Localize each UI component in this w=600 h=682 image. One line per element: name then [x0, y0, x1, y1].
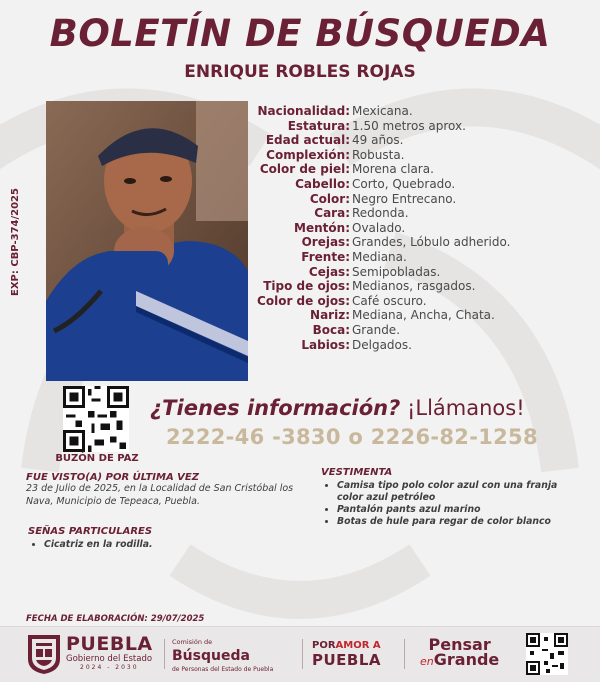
detail-value: Mediana.	[352, 249, 407, 264]
detail-row-edad	[252, 133, 592, 148]
years-text: 2024 - 2030	[80, 664, 139, 671]
comision-top-text: Comisión de	[172, 638, 213, 646]
detail-row-color	[252, 192, 592, 207]
detail-value: 49 años.	[352, 133, 404, 148]
question-text: ¿Tienes información?	[150, 396, 401, 420]
detail-label: Estatura:	[287, 118, 350, 133]
detail-row-estatura	[252, 119, 592, 134]
detail-value: Ovalado.	[352, 220, 406, 235]
gobierno-text: Gobierno del Estado	[66, 654, 153, 664]
detail-label: Mentón:	[294, 220, 350, 235]
call-text: ¡Llámanos!	[400, 396, 525, 420]
detail-row-tipo-ojos	[252, 279, 592, 294]
puebla-wordmark: PUEBLA	[66, 633, 153, 655]
detail-value: Mediana, Ancha, Chata.	[352, 308, 495, 323]
phone-numbers[interactable]: 2222-46 -3830 o 2226-82-1258	[166, 425, 538, 449]
detail-row-complexion	[252, 148, 592, 163]
divider	[404, 639, 405, 669]
detail-row-orejas	[252, 235, 592, 250]
info-question	[150, 396, 525, 420]
physical-description	[252, 104, 592, 352]
clothing-heading: VESTIMENTA	[321, 467, 393, 478]
pensar-en-grande-logo	[420, 637, 499, 669]
pensar-text: Pensar	[428, 635, 491, 654]
detail-value: Semipobladas.	[352, 264, 441, 279]
detail-label: Cejas:	[308, 264, 350, 279]
clothing-section	[321, 467, 581, 528]
detail-value: Robusta.	[352, 147, 405, 162]
detail-row-nariz	[252, 308, 592, 323]
detail-row-boca	[252, 323, 592, 338]
footer-qr-code[interactable]	[526, 633, 568, 675]
features-heading: SEÑAS PARTICULARES	[28, 526, 153, 537]
detail-row-cabello	[252, 177, 592, 192]
detail-value: 1.50 metros aprox.	[352, 118, 466, 133]
detail-label: Complexión:	[266, 147, 350, 162]
detail-value: Grandes, Lóbulo adherido.	[352, 235, 511, 250]
detail-row-color-ojos	[252, 294, 592, 309]
detail-value: Corto, Quebrado.	[352, 176, 456, 191]
detail-label: Color de ojos:	[257, 293, 350, 308]
detail-label: Cabello:	[295, 176, 350, 191]
por-text: POR	[312, 640, 336, 651]
list-item: • Pantalón pants azul marino	[337, 504, 581, 516]
detail-label: Boca:	[312, 322, 350, 337]
detail-row-menton	[252, 221, 592, 236]
por-amor-a-puebla-logo	[312, 639, 381, 667]
last-seen-heading: FUE VISTO(A) POR ÚLTIMA VEZ	[26, 472, 199, 483]
creation-date: FECHA DE ELABORACIÓN: 29/07/2025	[26, 614, 205, 624]
detail-value: Grande.	[352, 322, 401, 337]
clothing-list	[321, 480, 581, 528]
detail-label: Cara:	[314, 206, 350, 221]
detail-row-cejas	[252, 265, 592, 280]
list-item: • Camisa tipo polo color azul con una franja color azul petróleo	[337, 480, 581, 504]
features-list	[28, 539, 318, 551]
comision-busqueda-logo	[172, 637, 273, 675]
buzon-qr-code[interactable]	[63, 386, 129, 452]
detail-label: Color de piel:	[259, 162, 350, 177]
detail-label: Tipo de ojos:	[263, 279, 350, 294]
amor-text: AMOR A	[335, 640, 381, 651]
last-seen-section	[26, 472, 316, 508]
bulletin-title: BOLETÍN DE BÚSQUEDA	[49, 12, 551, 55]
detail-label: Nariz:	[310, 308, 350, 323]
detail-label: Edad actual:	[265, 133, 350, 148]
detail-value: Café oscuro.	[352, 293, 427, 308]
detail-row-labios	[252, 338, 592, 353]
detail-label: Orejas:	[301, 235, 350, 250]
detail-label: Color:	[309, 191, 350, 206]
detail-value: Morena clara.	[352, 162, 434, 177]
detail-label: Nacionalidad:	[257, 104, 350, 118]
last-seen-text: 23 de Julio de 2025, en la Localidad de San Cristóbal los Nava, Municipio de Tepeaca, Puebla.	[26, 483, 294, 507]
case-number: EXP: CBP-374/2025	[10, 188, 21, 296]
comision-sub-text: de Personas del Estado de Puebla	[172, 666, 274, 673]
comision-main-text: Búsqueda	[172, 648, 250, 664]
puebla-text: PUEBLA	[312, 651, 382, 669]
detail-row-color-piel	[252, 162, 592, 177]
list-item: • Botas de hule para regar de color blanco	[337, 516, 581, 528]
grande-text: Grande	[433, 650, 500, 669]
detail-row-frente	[252, 250, 592, 265]
detail-value: Delgados.	[352, 337, 412, 352]
buzon-label: BUZÓN DE PAZ	[55, 453, 139, 464]
en-text: en	[420, 655, 434, 668]
detail-label: Frente:	[301, 249, 350, 264]
detail-value: Redonda.	[352, 206, 409, 221]
detail-label: Labios:	[301, 337, 350, 352]
divider	[302, 639, 303, 669]
puebla-government-logo	[66, 634, 153, 671]
features-section	[28, 526, 318, 551]
detail-row-nacionalidad	[252, 104, 592, 119]
detail-value: Medianos, rasgados.	[352, 279, 476, 294]
footer-logos	[0, 626, 600, 682]
divider	[164, 639, 165, 669]
person-photo	[46, 101, 248, 381]
detail-row-cara	[252, 206, 592, 221]
person-name: ENRIQUE ROBLES ROJAS	[184, 62, 416, 82]
state-seal-icon	[26, 633, 62, 675]
detail-value: Negro Entrecano.	[352, 191, 457, 206]
list-item: • Cicatriz en la rodilla.	[44, 539, 318, 551]
detail-value: Mexicana.	[352, 104, 413, 118]
